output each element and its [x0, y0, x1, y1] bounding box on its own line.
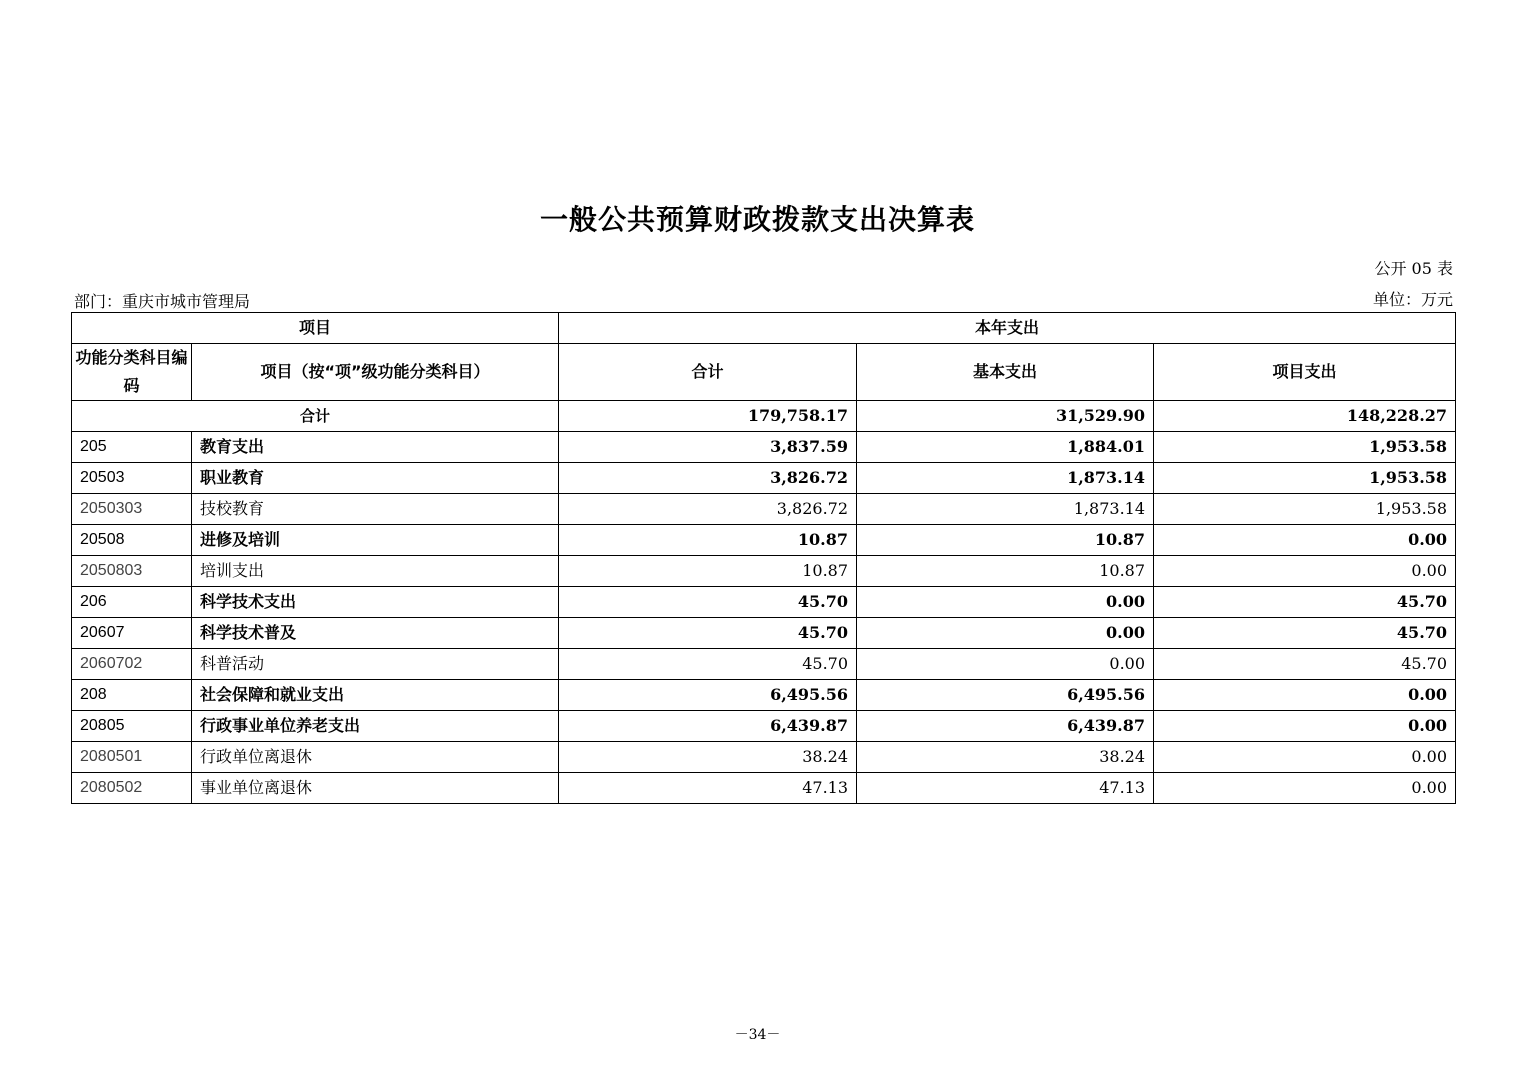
row-name: 培训支出 — [192, 556, 559, 587]
total-basic: 31,529.90 — [857, 401, 1154, 432]
row-name: 科学技术支出 — [192, 587, 559, 618]
row-basic: 0.00 — [857, 649, 1154, 680]
row-total: 47.13 — [559, 773, 857, 804]
row-project: 45.70 — [1154, 649, 1456, 680]
row-project: 1,953.58 — [1154, 463, 1456, 494]
row-project: 1,953.58 — [1154, 432, 1456, 463]
row-project: 0.00 — [1154, 525, 1456, 556]
row-code: 2050303 — [72, 494, 192, 525]
table-row — [72, 742, 1456, 773]
row-basic: 10.87 — [857, 525, 1154, 556]
row-project: 0.00 — [1154, 711, 1456, 742]
row-basic: 47.13 — [857, 773, 1154, 804]
table-row — [72, 494, 1456, 525]
header-basic: 基本支出 — [857, 344, 1154, 401]
page-number: －34－ — [734, 1027, 781, 1043]
row-code: 2050803 — [72, 556, 192, 587]
row-basic: 6,495.56 — [857, 680, 1154, 711]
total-label: 合计 — [72, 401, 559, 432]
row-code: 208 — [72, 680, 192, 711]
form-number: 公开 05 表 — [1374, 259, 1453, 278]
row-name: 行政单位离退休 — [192, 742, 559, 773]
row-basic: 1,884.01 — [857, 432, 1154, 463]
expenditure-table — [71, 312, 1456, 804]
row-total: 6,495.56 — [559, 680, 857, 711]
row-total: 6,439.87 — [559, 711, 857, 742]
row-total: 10.87 — [559, 556, 857, 587]
row-project: 45.70 — [1154, 587, 1456, 618]
row-project: 0.00 — [1154, 680, 1456, 711]
table-row — [72, 587, 1456, 618]
total-row — [72, 401, 1456, 432]
total-total: 179,758.17 — [559, 401, 857, 432]
header-name: 项目（按“项”级功能分类科目） — [192, 344, 559, 401]
department-label: 部门：重庆市城市管理局 — [74, 292, 251, 311]
row-project: 0.00 — [1154, 773, 1456, 804]
row-total: 3,826.72 — [559, 463, 857, 494]
total-project: 148,228.27 — [1154, 401, 1456, 432]
table-row — [72, 463, 1456, 494]
row-basic: 0.00 — [857, 587, 1154, 618]
table-row — [72, 711, 1456, 742]
header-total: 合计 — [559, 344, 857, 401]
row-code: 206 — [72, 587, 192, 618]
row-total: 3,826.72 — [559, 494, 857, 525]
header-current-year: 本年支出 — [559, 313, 1456, 344]
table-row — [72, 773, 1456, 804]
row-name: 进修及培训 — [192, 525, 559, 556]
table-row — [72, 525, 1456, 556]
row-total: 10.87 — [559, 525, 857, 556]
row-basic: 1,873.14 — [857, 494, 1154, 525]
header-row-2 — [72, 344, 1456, 401]
row-code: 2060702 — [72, 649, 192, 680]
row-code: 20805 — [72, 711, 192, 742]
table-row — [72, 432, 1456, 463]
row-name: 科普活动 — [192, 649, 559, 680]
table-row — [72, 649, 1456, 680]
row-name: 行政事业单位养老支出 — [192, 711, 559, 742]
row-total: 45.70 — [559, 587, 857, 618]
row-code: 2080501 — [72, 742, 192, 773]
row-code: 2080502 — [72, 773, 192, 804]
row-project: 0.00 — [1154, 742, 1456, 773]
row-total: 45.70 — [559, 618, 857, 649]
row-code: 205 — [72, 432, 192, 463]
row-name: 社会保障和就业支出 — [192, 680, 559, 711]
table-row — [72, 556, 1456, 587]
row-total: 3,837.59 — [559, 432, 857, 463]
row-code: 20503 — [72, 463, 192, 494]
row-basic: 6,439.87 — [857, 711, 1154, 742]
row-project: 1,953.58 — [1154, 494, 1456, 525]
row-basic: 10.87 — [857, 556, 1154, 587]
row-total: 38.24 — [559, 742, 857, 773]
row-total: 45.70 — [559, 649, 857, 680]
row-name: 职业教育 — [192, 463, 559, 494]
row-name: 事业单位离退休 — [192, 773, 559, 804]
header-row-1 — [72, 313, 1456, 344]
table-row — [72, 680, 1456, 711]
page-title: 一般公共预算财政拨款支出决算表 — [539, 203, 975, 236]
row-basic: 38.24 — [857, 742, 1154, 773]
row-code: 20607 — [72, 618, 192, 649]
unit-label: 单位：万元 — [1372, 290, 1453, 309]
row-project: 0.00 — [1154, 556, 1456, 587]
row-name: 科学技术普及 — [192, 618, 559, 649]
row-name: 教育支出 — [192, 432, 559, 463]
table-row — [72, 618, 1456, 649]
header-project: 项目支出 — [1154, 344, 1456, 401]
row-name: 技校教育 — [192, 494, 559, 525]
row-project: 45.70 — [1154, 618, 1456, 649]
row-code: 20508 — [72, 525, 192, 556]
header-code: 功能分类科目编码 — [72, 344, 192, 401]
row-basic: 0.00 — [857, 618, 1154, 649]
row-basic: 1,873.14 — [857, 463, 1154, 494]
header-item: 项目 — [72, 313, 559, 344]
